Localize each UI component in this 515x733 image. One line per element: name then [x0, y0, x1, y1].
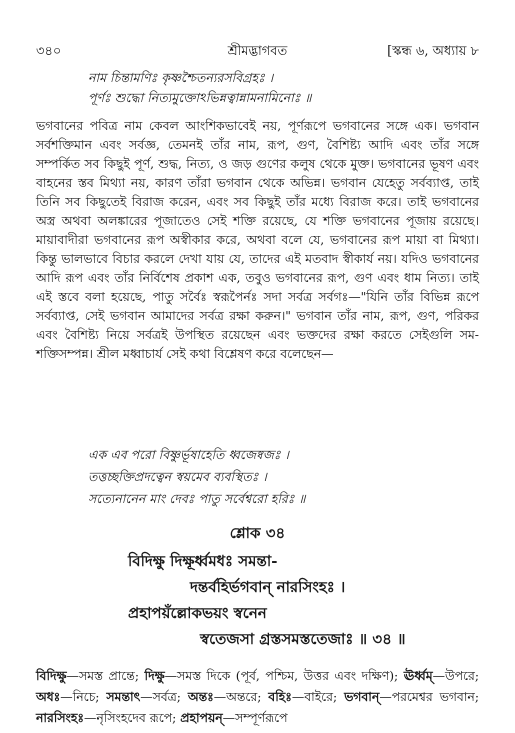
word-meaning: —বাইরে;: [291, 689, 345, 704]
book-title: শ্রীমদ্ভাগবত: [227, 44, 288, 59]
word-term: দিক্ষু: [144, 668, 165, 683]
word-meanings: [36, 665, 479, 728]
word-meaning: —সম্পূর্ণরূপে: [222, 710, 288, 725]
sloka-line: বিদিক্ষু দিক্ষূর্ধ্বমধঃ সমন্তা-: [128, 552, 278, 570]
word-meaning: —পরমেশ্বর ভগবান;: [379, 689, 479, 704]
word-meaning: —উপরে;: [432, 668, 480, 683]
sloka-text: [0, 548, 515, 652]
word-meaning: —অন্তরে;: [213, 689, 269, 704]
verse-line: সত্যেনানেন মাং দেবঃ পাতু সর্বেশ্বরো হরিঃ ॥: [88, 491, 306, 506]
verse-line: নাম চিন্তামণিঃ কৃষ্ণশ্চৈতন্যরসবিগ্রহঃ ।: [88, 70, 274, 85]
quoted-verse-top: [88, 68, 475, 108]
purport-paragraph: [36, 116, 479, 363]
purport-text: ভগবানের পবিত্র নাম কেবল আংশিকভাবেই নয়, পূর্ণরূপে ভগবানের সঙ্গে এক। ভগবান সর্বশক্তিমান এবং সর্বজ্ঞ, তেমনই তাঁর নাম, রূপ, গুণ, বৈশিষ্ট্য আদি এবং তাঁর সঙ্গে সম্পর্কিত সব কিছুই পূর্ণ, শুদ্ধ, নিত্য, ও জড় গুণের কলুষ থেকে মুক্ত। ভগবানের ভূষণ এবং বাহনের স্তব মিথ্যা নয়, কারণ তাঁরা ভগবান থেকে অভিন্ন। ভগবান যেহেতু সর্বব্যাপ্ত, তাই তিনি সব কিছুতেই বিরাজ করেন, এবং সব কিছুই তাঁর মধ্যে বিরাজ করে। তাই ভগবানের অস্ত্র অথবা অলঙ্কারের পূজাতেও সেই শক্তি রয়েছে, যে শক্তি ভগবানের পূজায় রয়েছে। মায়াবাদীরা ভগবানের রূপ অস্বীকার করে, অথবা বলে যে, ভগবানের রূপ মায়া বা মিথ্যা। কিন্তু ভালভাবে বিচার করলে দেখা যায় যে, তাদের এই মতবাদ স্বীকার্য নয়। যদিও ভগবানের আদি রূপ এবং তাঁর নির্বিশেষ প্রকাশ এক, তবুও ভগবানের রূপ, গুণ এবং ধাম নিত্য। তাই এই স্তবে বলা হয়েছে, পাতু সর্বৈঃ স্বরূপৈর্নঃ সদা সর্বত্র সর্বগঃ—"যিনি তাঁর বিভিন্ন রূপে সর্বব্যাপ্ত, সেই ভগবান আমাদের সর্বত্র রক্ষা করুন।" ভগবান তাঁর নাম, রূপ, গুণ, পরিকর এবং বৈশিষ্ট্য নিয়ে সর্বত্রই উপস্থিত রয়েছেন এবং ভক্তদের রক্ষা করতে সেইগুলি সম-শক্তিসম্পন্ন। শ্রীল মধ্বাচার্য সেই কথা বিশ্লেষণ করে বলেছেন—: [36, 118, 479, 361]
word-term: অধঃ: [36, 689, 61, 704]
word-meaning: —সমস্ত দিকে (পূর্ব, পশ্চিম, উত্তর এবং দক্ষিণ);: [164, 668, 404, 683]
word-term: সমন্তাৎ: [106, 689, 141, 704]
sloka-heading: শ্লোক ৩৪: [229, 524, 286, 542]
word-term: নারসিংহঃ: [36, 710, 84, 725]
word-meaning: —সর্বত্র;: [140, 689, 188, 704]
verse-line: তত্তচ্ছক্তিপ্রদত্বেন স্বয়মেব ব্যবস্থিতঃ ।: [88, 469, 267, 484]
chapter-reference: [স্কন্ধ ৬, অধ্যায় ৮: [387, 44, 479, 59]
sloka-line: প্রহাপয়ঁল্লোকভয়ং স্বনেন: [128, 604, 267, 622]
word-term: বিদিক্ষু: [36, 668, 67, 683]
word-term: অন্তঃ: [187, 689, 214, 704]
word-term: প্রহাপয়ন্: [180, 710, 223, 725]
page-number: ৩৪০: [36, 44, 62, 59]
word-meaning: —সমস্ত প্রান্তে;: [66, 668, 145, 683]
page-header: [36, 42, 479, 62]
quoted-verse-madhvacarya: [88, 444, 479, 510]
word-meaning: —নিচে;: [60, 689, 107, 704]
verse-line: এক এব পরো বিষ্ণুর্ভূষাহেতি ধ্বজেষ্বজঃ ।: [88, 447, 289, 462]
word-meaning: —নৃসিংহদেব রূপে;: [83, 710, 181, 725]
word-term: বহিঃ: [268, 689, 292, 704]
word-term: ভগবান্: [344, 689, 380, 704]
verse-line: পূর্ণঃ শুদ্ধো নিত্যমুক্তোঽভিন্নত্বান্নামনামিনোঃ ॥: [88, 90, 312, 105]
sloka-line: স্বতেজসা গ্রস্তসমস্ততেজাঃ ॥ ৩৪ ॥: [200, 630, 406, 648]
word-term: ঊর্ধ্বম্: [403, 668, 433, 683]
sloka-line: দন্তর্বহির্ভগবান্ নারসিংহঃ ।: [190, 578, 346, 596]
